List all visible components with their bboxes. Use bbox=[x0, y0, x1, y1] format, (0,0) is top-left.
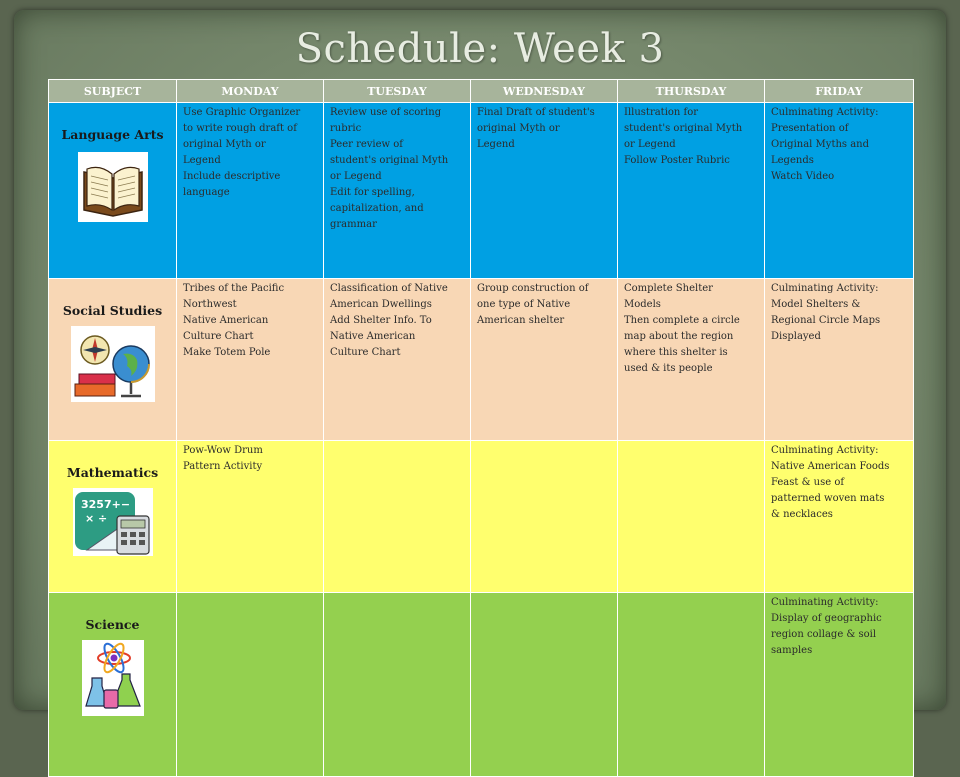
subject-label: Mathematics bbox=[66, 465, 159, 480]
column-header-wednesday: WEDNESDAY bbox=[471, 80, 618, 103]
math-icon-text-line1: 3257+− bbox=[80, 498, 130, 511]
cell-text-line: Models bbox=[624, 299, 661, 310]
cell-text-line: samples bbox=[771, 645, 813, 656]
cell-text-line: language bbox=[183, 187, 230, 198]
column-header-friday: FRIDAY bbox=[765, 80, 914, 103]
cell-mathematics-tuesday bbox=[324, 441, 471, 593]
cell-text-line: to write rough draft of bbox=[183, 123, 297, 134]
cell-text-line: Group construction of bbox=[477, 283, 589, 294]
cell-science-monday bbox=[177, 593, 324, 777]
cell-text-line: Native American bbox=[183, 315, 269, 326]
subject-cell-mathematics bbox=[49, 441, 177, 593]
cell-text-line: Pattern Activity bbox=[183, 461, 263, 472]
column-header-subject: SUBJECT bbox=[49, 80, 177, 103]
cell-science-friday bbox=[765, 593, 914, 777]
calculator-math-icon bbox=[73, 488, 153, 556]
cell-text-line: & necklaces bbox=[771, 509, 833, 520]
cell-science-tuesday bbox=[324, 593, 471, 777]
cell-text-line: Review use of scoring bbox=[330, 107, 442, 118]
cell-text-line: Display of geographic bbox=[771, 613, 882, 624]
cell-text-line: Presentation of bbox=[771, 123, 849, 134]
subject-label: Language Arts bbox=[61, 127, 164, 142]
cell-text-line: Culminating Activity: bbox=[771, 283, 879, 294]
cell-text-line: rubric bbox=[330, 123, 362, 134]
row-social-studies bbox=[49, 279, 914, 441]
cell-mathematics-monday bbox=[177, 441, 324, 593]
cell-text-line: Include descriptive bbox=[183, 171, 281, 182]
cell-text-line: student's original Myth bbox=[624, 123, 743, 134]
cell-text-line: Legend bbox=[477, 139, 515, 150]
subject-label: Science bbox=[85, 617, 140, 632]
cell-text-line: Use Graphic Organizer bbox=[183, 107, 301, 118]
cell-text-line: Culminating Activity: bbox=[771, 597, 879, 608]
subject-label: Social Studies bbox=[62, 303, 163, 318]
cell-science-wednesday bbox=[471, 593, 618, 777]
subject-cell-science bbox=[49, 593, 177, 777]
cell-mathematics-friday bbox=[765, 441, 914, 593]
page-title: Schedule: Week 3 bbox=[295, 26, 665, 72]
cell-text-line: where this shelter is bbox=[624, 347, 728, 358]
schedule-table bbox=[48, 79, 914, 777]
cell-text-line: Regional Circle Maps bbox=[771, 315, 881, 326]
cell-text-line: Add Shelter Info. To bbox=[330, 315, 432, 326]
cell-text-line: capitalization, and bbox=[330, 203, 424, 214]
cell-text-line: Culture Chart bbox=[330, 347, 401, 358]
cell-text-line: region collage & soil bbox=[771, 629, 877, 640]
cell-text-line: Culminating Activity: bbox=[771, 445, 879, 456]
cell-mathematics-thursday bbox=[618, 441, 765, 593]
cell-text-line: Culture Chart bbox=[183, 331, 254, 342]
cell-text-line: Legends bbox=[771, 155, 814, 166]
cell-language-arts-thursday bbox=[618, 103, 765, 279]
cell-social-studies-monday bbox=[177, 279, 324, 441]
atom-flasks-icon bbox=[82, 640, 144, 716]
column-header-monday: MONDAY bbox=[177, 80, 324, 103]
cell-text-line: grammar bbox=[330, 219, 377, 230]
cell-text-line: map about the region bbox=[624, 331, 734, 342]
cell-language-arts-monday bbox=[177, 103, 324, 279]
cell-text-line: American shelter bbox=[477, 315, 565, 326]
row-language-arts bbox=[49, 103, 914, 279]
cell-text-line: original Myth or bbox=[477, 123, 560, 134]
cell-text-line: Follow Poster Rubric bbox=[624, 155, 730, 166]
cell-language-arts-friday bbox=[765, 103, 914, 279]
cell-text-line: Peer review of bbox=[330, 139, 403, 150]
open-book-icon bbox=[78, 152, 148, 222]
cell-social-studies-wednesday bbox=[471, 279, 618, 441]
cell-text-line: Then complete a circle bbox=[624, 315, 740, 326]
cell-text-line: used & its people bbox=[624, 363, 713, 374]
cell-text-line: American Dwellings bbox=[330, 299, 432, 310]
cell-text-line: Complete Shelter bbox=[624, 283, 713, 294]
globe-compass-books-icon bbox=[71, 326, 155, 402]
cell-science-thursday bbox=[618, 593, 765, 777]
cell-language-arts-wednesday bbox=[471, 103, 618, 279]
cell-text-line: Watch Video bbox=[771, 171, 835, 182]
cell-mathematics-wednesday bbox=[471, 441, 618, 593]
cell-text-line: Final Draft of student's bbox=[477, 107, 595, 118]
cell-text-line: student's original Myth bbox=[330, 155, 449, 166]
subject-cell-social-studies bbox=[49, 279, 177, 441]
cell-text-line: Legend bbox=[183, 155, 221, 166]
cell-text-line: one type of Native bbox=[477, 299, 571, 310]
header-row bbox=[49, 80, 914, 103]
cell-social-studies-friday bbox=[765, 279, 914, 441]
cell-text-line: Native American Foods bbox=[771, 461, 890, 472]
cell-text-line: Feast & use of bbox=[771, 477, 845, 488]
cell-social-studies-tuesday bbox=[324, 279, 471, 441]
cell-text-line: Edit for spelling, bbox=[330, 187, 415, 198]
cell-text-line: Displayed bbox=[771, 331, 821, 342]
cell-text-line: original Myth or bbox=[183, 139, 266, 150]
cell-text-line: Classification of Native bbox=[330, 283, 448, 294]
cell-text-line: Culminating Activity: bbox=[771, 107, 879, 118]
cell-text-line: Northwest bbox=[183, 299, 237, 310]
cell-text-line: or Legend bbox=[624, 139, 676, 150]
column-header-thursday: THURSDAY bbox=[618, 80, 765, 103]
cell-social-studies-thursday bbox=[618, 279, 765, 441]
cell-text-line: patterned woven mats bbox=[771, 493, 885, 504]
row-science bbox=[49, 593, 914, 777]
cell-language-arts-tuesday bbox=[324, 103, 471, 279]
cell-text-line: Native American bbox=[330, 331, 416, 342]
math-icon-text-line2: × ÷ bbox=[84, 512, 107, 525]
row-mathematics bbox=[49, 441, 914, 593]
cell-text-line: or Legend bbox=[330, 171, 382, 182]
column-header-tuesday: TUESDAY bbox=[324, 80, 471, 103]
cell-text-line: Make Totem Pole bbox=[183, 347, 271, 358]
cell-text-line: Original Myths and bbox=[771, 139, 870, 150]
cell-text-line: Pow-Wow Drum bbox=[183, 445, 263, 456]
cell-text-line: Illustration for bbox=[624, 107, 699, 118]
cell-text-line: Tribes of the Pacific bbox=[183, 283, 285, 294]
cell-text-line: Model Shelters & bbox=[771, 299, 861, 310]
subject-cell-language-arts bbox=[49, 103, 177, 279]
